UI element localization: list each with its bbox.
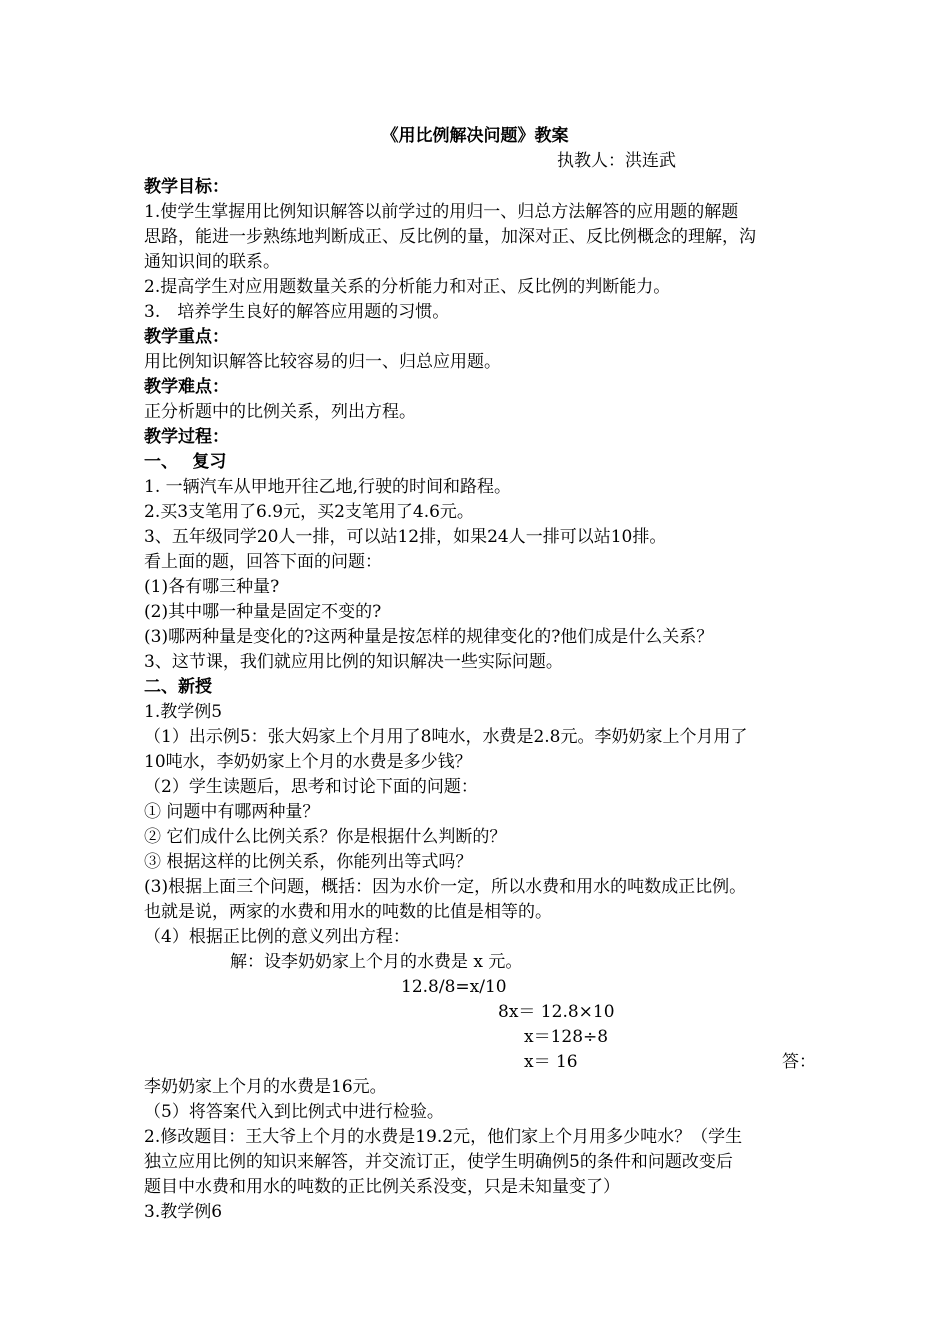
line-text: 3.教学例6 xyxy=(144,1202,223,1222)
line-text: 二、新授 xyxy=(144,677,212,697)
line-text: (2)其中哪一种量是固定不变的? xyxy=(144,602,382,622)
line-text: 解：设李奶奶家上个月的水费是 x 元。 xyxy=(230,952,523,972)
line-text: 看上面的题，回答下面的问题： xyxy=(144,552,382,572)
line-text: 2.买3支笔用了6.9元，买2支笔用了4.6元。 xyxy=(144,502,474,522)
line-text: 1.教学例5 xyxy=(144,702,223,722)
line-text: (3)根据上面三个问题，概括：因为水价一定，所以水费和用水的吨数成正比例。 xyxy=(144,877,747,897)
body-line xyxy=(144,975,816,1000)
line-text: 题目中水费和用水的吨数的正比例关系没变，只是未知量变了） xyxy=(144,1177,620,1197)
line-text: 3. 培养学生良好的解答应用题的习惯。 xyxy=(144,302,450,322)
line-text: ② 它们成什么比例关系？你是根据什么判断的？ xyxy=(144,827,507,847)
body-line xyxy=(144,875,816,900)
line-text: 用比例知识解答比较容易的归一、归总应用题。 xyxy=(144,352,501,372)
line-text: 2.提高学生对应用题数量关系的分析能力和对正、反比例的判断能力。 xyxy=(144,277,671,297)
body-line xyxy=(144,1125,816,1150)
body-line xyxy=(144,300,816,325)
line-text: 独立应用比例的知识来解答，并交流订正，使学生明确例5的条件和问题改变后 xyxy=(144,1152,733,1172)
line-text: ① 问题中有哪两种量？ xyxy=(144,802,320,822)
line-text: 3、五年级同学20人一排，可以站12排，如果24人一排可以站10排。 xyxy=(144,527,667,547)
body-line xyxy=(144,900,816,925)
body-line xyxy=(144,550,816,575)
body-line xyxy=(144,1025,816,1050)
line-text: 教学重点： xyxy=(144,327,229,347)
line-text: （1）出示例5：张大妈家上个月用了8吨水，水费是2.8元。李奶奶家上个月用了 xyxy=(144,727,748,747)
body-line xyxy=(144,650,816,675)
line-text: (3)哪两种量是变化的?这两种量是按怎样的规律变化的?他们成是什么关系？ xyxy=(144,627,714,647)
body-line xyxy=(144,950,816,975)
line-text: （4）根据正比例的意义列出方程： xyxy=(144,927,410,947)
body-line xyxy=(144,825,816,850)
line-text: 教学过程： xyxy=(144,427,229,447)
body-line xyxy=(144,475,816,500)
line-text: 教学难点： xyxy=(144,377,229,397)
line-text: 12.8/8=x/10 xyxy=(401,977,507,997)
line-text: 也就是说，两家的水费和用水的吨数的比值是相等的。 xyxy=(144,902,552,922)
line-text: 10吨水，李奶奶家上个月的水费是多少钱？ xyxy=(144,752,472,772)
body-line xyxy=(144,1150,816,1175)
section-heading xyxy=(144,450,816,475)
body-line xyxy=(144,500,816,525)
line-text: 一、 复习 xyxy=(144,452,227,472)
line-text: 2.修改题目：王大爷上个月的水费是19.2元，他们家上个月用多少吨水？（学生 xyxy=(144,1127,743,1147)
line-text: 1.使学生掌握用比例知识解答以前学过的用归一、归总方法解答的应用题的解题 xyxy=(144,202,739,222)
document-title: 《用比例解决问题》教案 xyxy=(381,126,569,146)
section-heading xyxy=(144,175,816,200)
line-text: (1)各有哪三种量? xyxy=(144,577,280,597)
line-text: 教学目标： xyxy=(144,177,229,197)
body-line xyxy=(144,725,816,750)
body-line xyxy=(144,700,816,725)
body-line xyxy=(144,1000,816,1025)
body-line xyxy=(144,600,816,625)
body-line xyxy=(144,350,816,375)
line-text: 通知识间的联系。 xyxy=(144,252,280,272)
line-text: 正分析题中的比例关系，列出方程。 xyxy=(144,402,416,422)
line-text: 思路，能进一步熟练地判断成正、反比例的量，加深对正、反比例概念的理解，沟 xyxy=(144,227,756,247)
line-text: 8x＝ 12.8×10 xyxy=(498,1002,615,1022)
line-text: 李奶奶家上个月的水费是16元。 xyxy=(144,1077,387,1097)
document-body xyxy=(144,175,816,1225)
body-line xyxy=(144,525,816,550)
body-line xyxy=(144,575,816,600)
body-line xyxy=(144,1050,816,1075)
section-heading xyxy=(144,375,816,400)
line-text: 1. 一辆汽车从甲地开往乙地,行驶的时间和路程。 xyxy=(144,477,512,497)
line-text: （2）学生读题后，思考和讨论下面的问题： xyxy=(144,777,478,797)
body-line xyxy=(144,400,816,425)
body-line xyxy=(144,1075,816,1100)
line-text: （5）将答案代入到比例式中进行检验。 xyxy=(144,1102,444,1122)
author-line: 执教人：洪连武 xyxy=(557,151,676,171)
answer-label: 答： xyxy=(782,1052,816,1072)
section-heading xyxy=(144,675,816,700)
body-line xyxy=(144,1200,816,1225)
line-text: x＝128÷8 xyxy=(524,1027,609,1047)
section-heading xyxy=(144,425,816,450)
section-heading xyxy=(144,325,816,350)
body-line xyxy=(144,1175,816,1200)
body-line xyxy=(144,750,816,775)
body-line xyxy=(144,200,816,225)
body-line xyxy=(144,850,816,875)
body-line xyxy=(144,800,816,825)
body-line xyxy=(144,1100,816,1125)
body-line xyxy=(144,625,816,650)
line-text: x＝ 16 xyxy=(524,1052,578,1072)
body-line xyxy=(144,775,816,800)
body-line xyxy=(144,250,816,275)
line-text: 3、这节课，我们就应用比例的知识解决一些实际问题。 xyxy=(144,652,563,672)
line-text: ③ 根据这样的比例关系，你能列出等式吗？ xyxy=(144,852,473,872)
body-line xyxy=(144,925,816,950)
body-line xyxy=(144,275,816,300)
body-line xyxy=(144,225,816,250)
